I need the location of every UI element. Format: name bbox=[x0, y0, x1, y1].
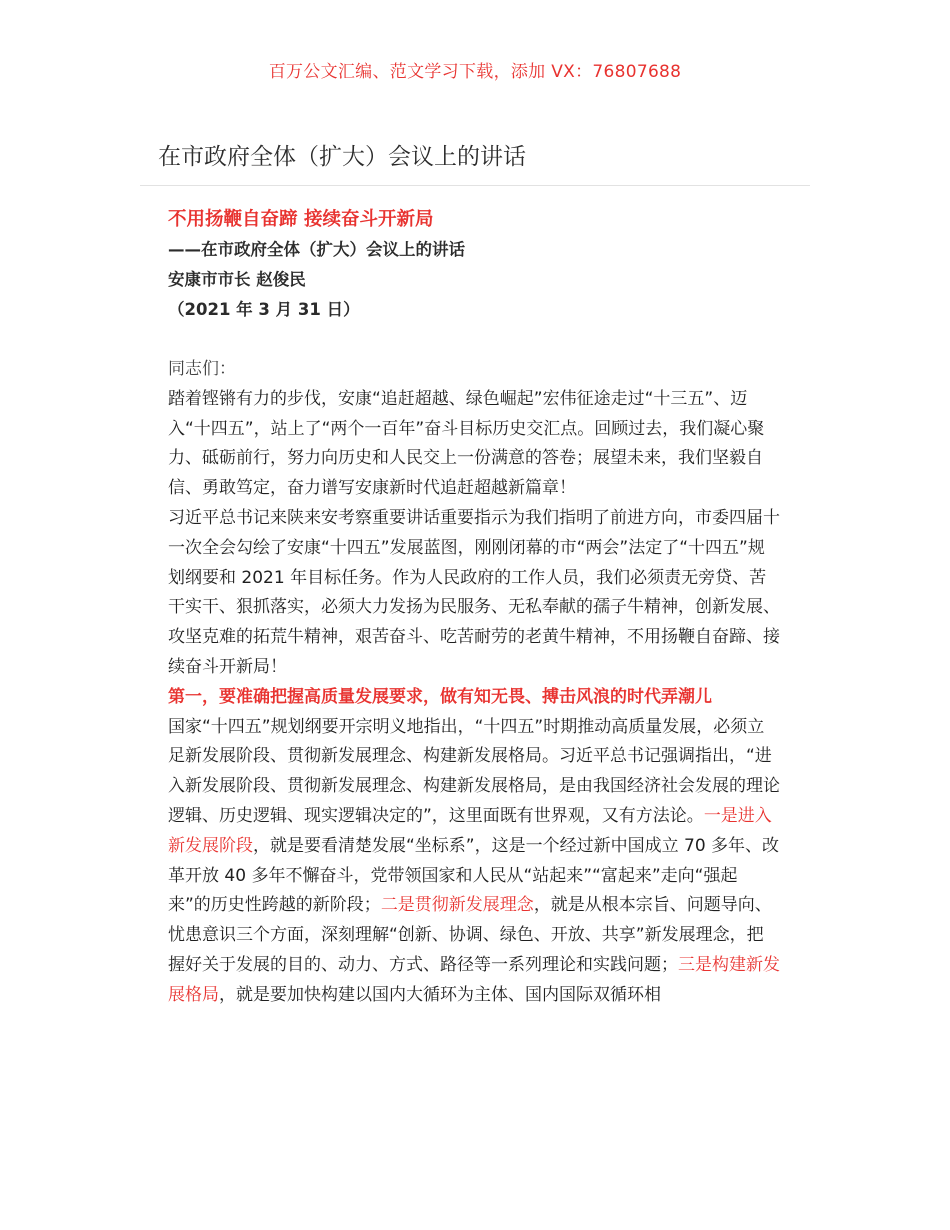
article-author: 安康市市长 赵俊民 bbox=[168, 270, 306, 289]
highlight-point-1: 一是进入新发展阶段 bbox=[168, 805, 772, 856]
paragraph-3 bbox=[168, 713, 780, 1011]
article-subtitle: ——在市政府全体（扩大）会议上的讲话 bbox=[168, 240, 465, 259]
highlight-point-3: 三是构建新发展格局 bbox=[168, 954, 780, 1005]
promo-banner: 百万公文汇编、范文学习下载，添加 VX：76807688 bbox=[268, 62, 682, 82]
article-headline: 不用扬鞭自奋蹄 接续奋斗开新局 bbox=[168, 209, 434, 230]
section-heading-1: 第一，要准确把握高质量发展要求，做有知无畏、搏击风浪的时代弄潮儿 bbox=[168, 686, 712, 707]
paragraph-3-text-1: 国家“十四五”规划纲要开宗明义地指出，“十四五”时期推动高质量发展，必须立足新发展阶段、贯彻新发展理念、构建新发展格局。习近平总书记强调指出，“进入新发展阶段、贯彻新发展理念、构建新发展格局，是由我国经济社会发展的理论逻辑、历史逻辑、现实逻辑决定的”，这里面既有世界观，又有方法论。 bbox=[168, 716, 780, 826]
page-title: 在市政府全体（扩大）会议上的讲话 bbox=[158, 144, 526, 170]
article-body bbox=[168, 205, 780, 1011]
paragraph-3-text-3: ，就是从根本宗旨、问题导向、忧患意识三个方面，深刻理解“创新、协调、绿色、开放、共享”新发展理念，把握好关于发展的目的、动力、方式、路径等一系列理论和实践问题； bbox=[168, 895, 772, 975]
paragraph-1: 踏着铿锵有力的步伐，安康“追赶超越、绿色崛起”宏伟征途走过“十三五”、迈入“十四五”，站上了“两个一百年”奋斗目标历史交汇点。回顾过去，我们凝心聚力、砥砺前行，努力向历史和人民交上一份满意的答卷；展望未来，我们坚毅自信、勇敢笃定，奋力谱写安康新时代追赶超越新篇章！ bbox=[168, 388, 765, 499]
title-divider bbox=[140, 185, 810, 186]
paragraph-3-text-2: ，就是要看清楚发展“坐标系”，这是一个经过新中国成立 70 多年、改革开放 40 多年不懈奋斗，党带领国家和人民从“站起来”“富起来”走向“强起来”的历史性跨越的新阶段； bbox=[168, 835, 780, 916]
highlight-point-2: 二是贯彻新发展理念 bbox=[380, 895, 534, 916]
article-date: （2021 年 3 月 31 日） bbox=[168, 300, 360, 319]
paragraph-3-text-4: ，就是要加快构建以国内大循环为主体、国内国际双循环相 bbox=[219, 984, 661, 1005]
salutation: 同志们： bbox=[168, 359, 236, 379]
paragraph-2: 习近平总书记来陕来安考察重要讲话重要指示为我们指明了前进方向，市委四届十一次全会勾绘了安康“十四五”发展蓝图，刚刚闭幕的市“两会”法定了“十四五”规划纲要和 2021 年目标任务。作为人民政府的工作人员，我们必须责无旁贷、苦干实干、狠抓落实，必须大力发扬为民服务、无私奉献的孺子牛精神，创新发展、攻坚克难的拓荒牛精神，艰苦奋斗、吃苦耐劳的老黄牛精神，不用扬鞭自奋蹄、接续奋斗开新局！ bbox=[168, 507, 780, 677]
spacer bbox=[168, 325, 780, 355]
